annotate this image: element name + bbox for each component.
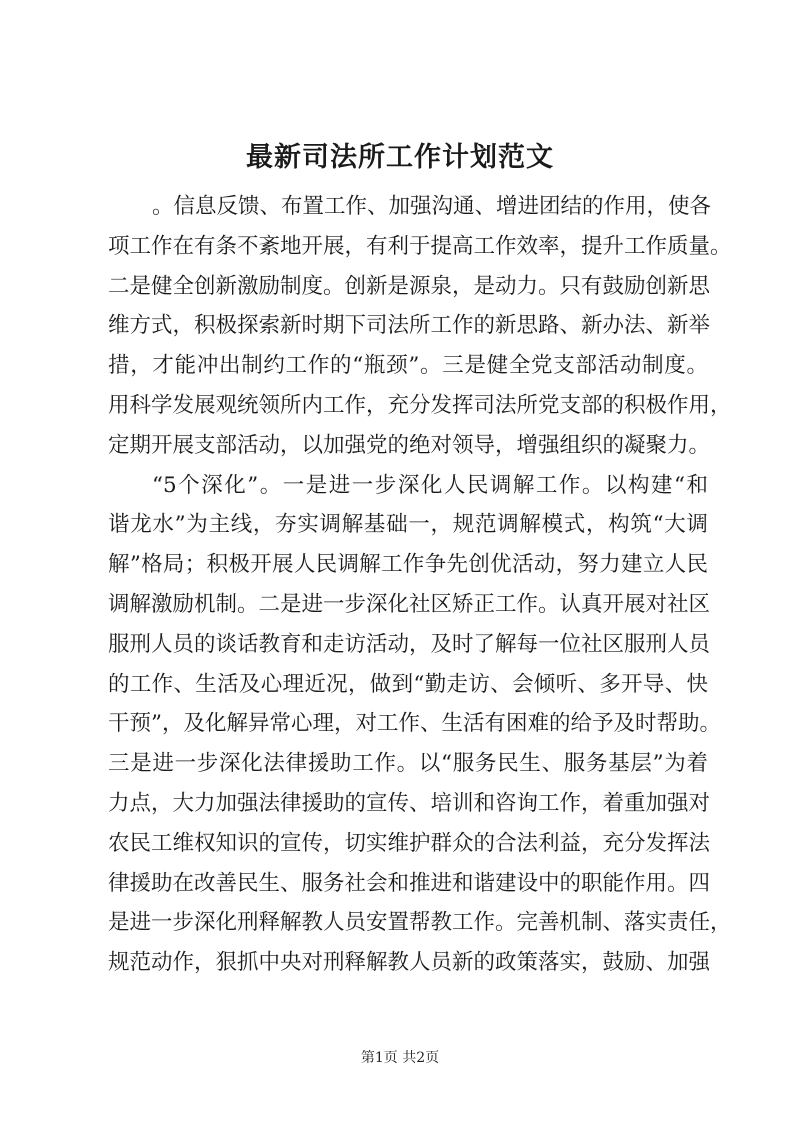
body-line: 三是进一步深化法律援助工作。以“服务民生、服务基层”为着: [108, 751, 708, 777]
body-line: 谐龙水”为主线，夯实调解基础一，规范调解模式，构筑“大调: [108, 512, 708, 538]
body-line: 项工作在有条不紊地开展，有利于提高工作效率，提升工作质量。: [108, 233, 732, 259]
body-line: 力点，大力加强法律援助的宣传、培训和咨询工作，着重加强对: [108, 790, 711, 816]
document-body: [108, 187, 732, 983]
body-line: 农民工维权知识的宣传，切实维护群众的合法利益，充分发挥法: [108, 830, 711, 856]
body-line: 干预”，及化解异常心理，对工作、生活有困难的给予及时帮助。: [108, 711, 721, 737]
body-line: 措，才能冲出制约工作的“瓶颈”。三是健全党支部活动制度。: [108, 353, 708, 379]
body-line: 调解激励机制。二是进一步深化社区矫正工作。认真开展对社区: [108, 591, 711, 617]
page-number: 第1页 共2页: [360, 1050, 440, 1066]
body-line: 是进一步深化刑释解教人员安置帮教工作。完善机制、落实责任，: [108, 910, 732, 936]
body-line: 二是健全创新激励制度。创新是源泉，是动力。只有鼓励创新思: [108, 273, 711, 299]
body-line: 维方式，积极探索新时期下司法所工作的新思路、新办法、新举: [108, 313, 711, 339]
body-line: 律援助在改善民生、服务社会和推进和谐建设中的职能作用。四: [108, 870, 711, 896]
document-title: 最新司法所工作计划范文: [246, 142, 554, 173]
body-line: 。信息反馈、布置工作、加强沟通、增进团结的作用，使各: [152, 194, 712, 219]
body-line: 定期开展支部活动，以加强党的绝对领导，增强组织的凝聚力。: [108, 432, 711, 458]
body-line: 的工作、生活及心理近况，做到“勤走访、会倾听、多开导、快: [108, 671, 708, 697]
body-line: 解”格局；积极开展人民调解工作争先创优活动，努力建立人民: [108, 552, 708, 578]
body-line: “5个深化”。一是进一步深化人民调解工作。以构建“和: [152, 472, 708, 498]
body-line: 规范动作，狠抓中央对刑释解教人员新的政策落实，鼓励、加强: [108, 950, 711, 976]
body-line: 用科学发展观统领所内工作，充分发挥司法所党支部的积极作用，: [108, 392, 732, 418]
body-line: 服刑人员的谈话教育和走访活动，及时了解每一位社区服刑人员: [108, 631, 711, 657]
